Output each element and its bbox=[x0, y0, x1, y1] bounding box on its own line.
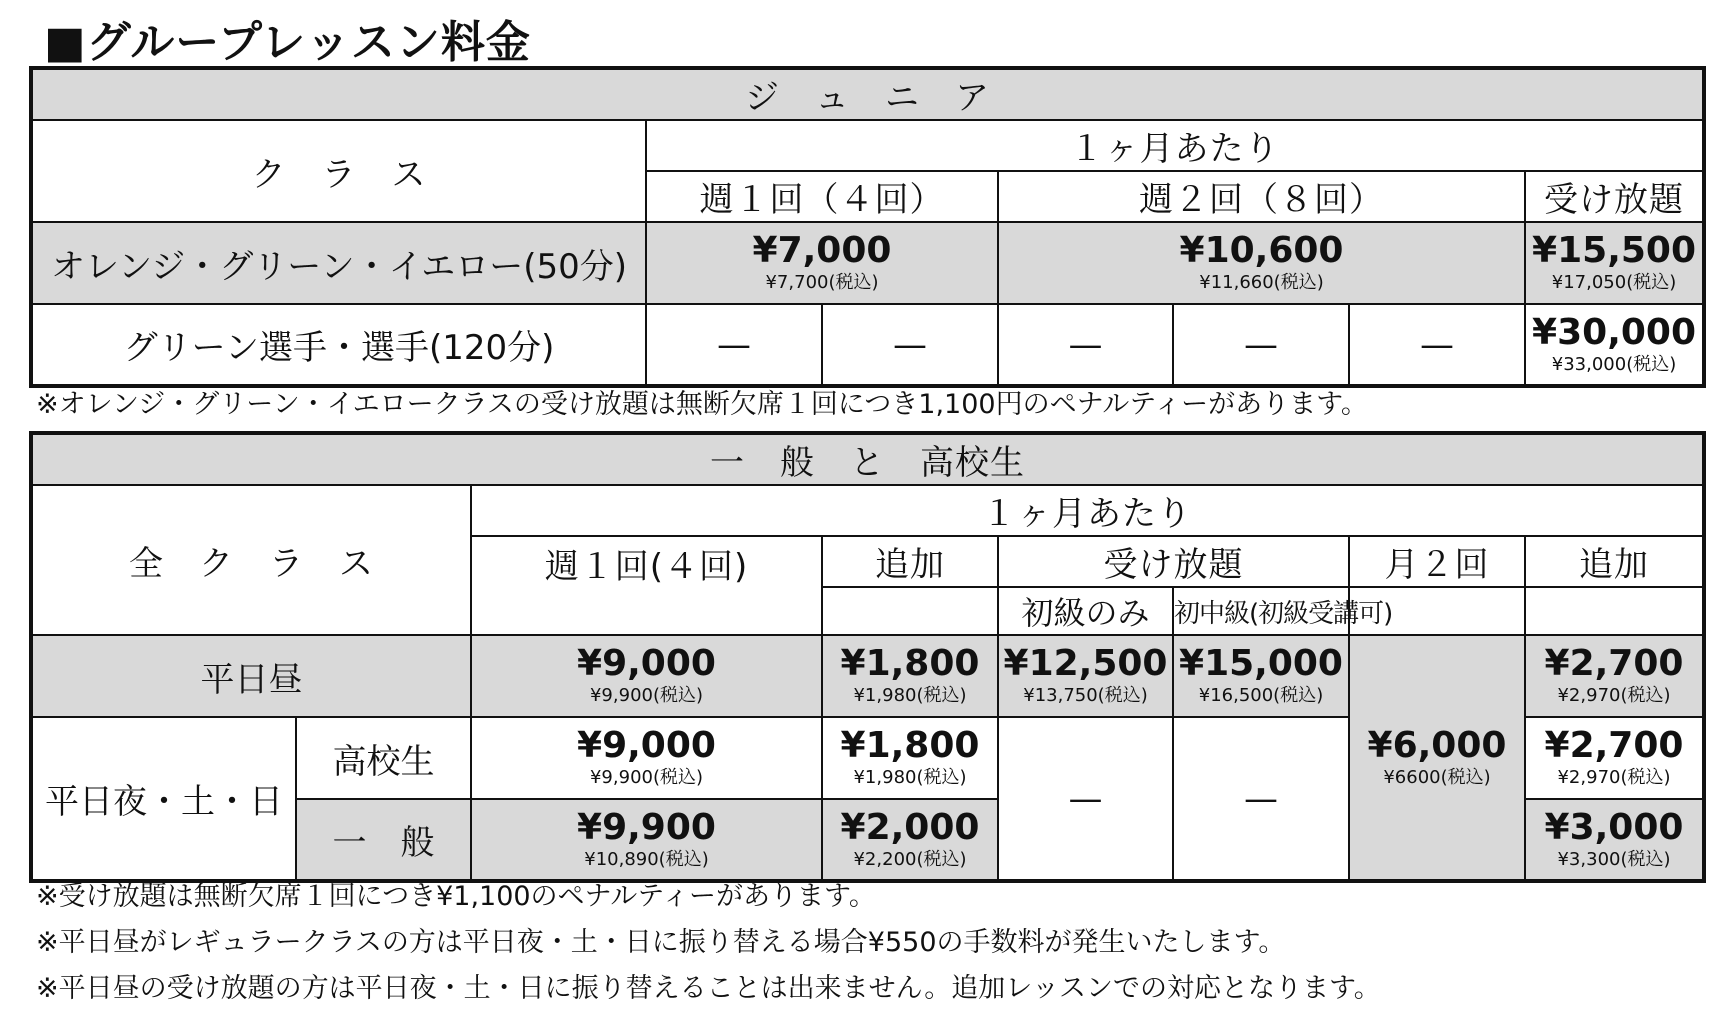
general-price-table bbox=[29, 431, 1706, 883]
junior-unlimited-cell bbox=[1525, 222, 1704, 304]
price-tax: ¥10,890(税込) bbox=[584, 848, 709, 870]
price: ¥10,600 bbox=[1179, 230, 1344, 271]
price: ¥15,000 bbox=[1179, 643, 1343, 684]
junior-per-month: １ヶ月あたり bbox=[646, 120, 1704, 171]
dash-cell: — bbox=[822, 304, 998, 386]
price-tax: ¥2,970(税込) bbox=[1557, 767, 1671, 788]
price: ¥7,000 bbox=[752, 230, 892, 271]
price: ¥3,000 bbox=[1544, 806, 1684, 848]
dash-cell: — bbox=[1349, 304, 1525, 386]
dash-cell: — bbox=[998, 717, 1173, 881]
dash-cell: — bbox=[1173, 717, 1349, 881]
empty-cell bbox=[1525, 587, 1704, 635]
dash-cell: — bbox=[646, 304, 822, 386]
junior-col-unlimited: 受け放題 bbox=[1525, 171, 1704, 222]
general-class-label: 全 ク ラ ス bbox=[31, 485, 471, 635]
price: ¥9,000 bbox=[577, 643, 716, 684]
price-tax: ¥9,900(税込) bbox=[589, 767, 704, 788]
price-tax: ¥16,500(税込) bbox=[1198, 685, 1324, 706]
adult-week1-cell bbox=[471, 799, 822, 881]
page-title: ■グループレッスン料金 bbox=[44, 17, 531, 68]
general-col-add: 追加 bbox=[822, 536, 998, 587]
empty-cell bbox=[822, 587, 998, 635]
dash-cell: — bbox=[1173, 304, 1349, 386]
junior-header: ジ ュ ニ ア bbox=[31, 68, 1704, 120]
price-tax: ¥13,750(税込) bbox=[1023, 685, 1148, 706]
weekday-day-beginner-cell bbox=[998, 635, 1173, 717]
price: ¥9,000 bbox=[577, 725, 716, 766]
price: ¥9,900 bbox=[577, 806, 716, 848]
weekday-day-intermediate-cell bbox=[1173, 635, 1349, 717]
evening-weekend-label: 平日夜・土・日 bbox=[31, 717, 296, 881]
junior-col-week1: 週１回（４回） bbox=[646, 171, 998, 222]
price-tax: ¥9,900(税込) bbox=[589, 685, 704, 706]
general-col-add2: 追加 bbox=[1525, 536, 1704, 587]
price-tax: ¥11,660(税込) bbox=[1199, 272, 1324, 293]
price-tax: ¥6600(税込) bbox=[1383, 766, 1491, 788]
dash-cell: — bbox=[998, 304, 1173, 386]
general-col-week1: 週１回(４回) bbox=[471, 536, 822, 635]
price-tax: ¥33,000(税込) bbox=[1551, 353, 1677, 375]
note-transfer-fee: ※平日昼がレギュラークラスの方は平日夜・土・日に振り替える場合¥550の手数料が発生いたします。 bbox=[36, 927, 1286, 958]
month2-cell bbox=[1349, 635, 1525, 881]
price-tax: ¥2,970(税込) bbox=[1557, 685, 1671, 706]
general-col-beginner: 初級のみ bbox=[998, 587, 1173, 635]
junior-week2-cell bbox=[998, 222, 1525, 304]
general-col-unlimited: 受け放題 bbox=[998, 536, 1349, 587]
adult-add2-cell bbox=[1525, 799, 1704, 881]
junior-week1-cell bbox=[646, 222, 998, 304]
price: ¥30,000 bbox=[1532, 311, 1697, 353]
price: ¥2,700 bbox=[1544, 643, 1684, 684]
price: ¥2,700 bbox=[1544, 725, 1684, 766]
price-tax: ¥7,700(税込) bbox=[765, 272, 879, 293]
price: ¥15,500 bbox=[1532, 230, 1697, 271]
junior-row-orange bbox=[31, 222, 1704, 304]
weekday-day-week1-cell bbox=[471, 635, 822, 717]
general-row-weekday-day bbox=[31, 635, 1704, 717]
general-per-month: １ヶ月あたり bbox=[471, 485, 1704, 536]
junior-col-week2: 週２回（８回） bbox=[998, 171, 1525, 222]
weekday-day-label: 平日昼 bbox=[31, 635, 471, 717]
price-tax: ¥3,300(税込) bbox=[1557, 848, 1671, 870]
junior-note: ※オレンジ・グリーン・イエロークラスの受け放題は無断欠席１回につき1,100円のペナルティーがあります。 bbox=[36, 389, 1368, 420]
junior-green-unlimited-cell bbox=[1525, 304, 1704, 386]
highschool-add2-cell bbox=[1525, 717, 1704, 799]
general-header: 一 般 と 高校生 bbox=[31, 433, 1704, 485]
junior-row-green-name: グリーン選手・選手(120分) bbox=[31, 304, 646, 386]
price-tax: ¥17,050(税込) bbox=[1551, 272, 1677, 293]
junior-row-orange-name: オレンジ・グリーン・イエロー(50分) bbox=[31, 222, 646, 304]
junior-price-table bbox=[29, 66, 1706, 388]
highschool-add-cell bbox=[822, 717, 998, 799]
junior-class-label: ク ラ ス bbox=[31, 120, 646, 222]
highschool-label: 高校生 bbox=[296, 717, 471, 799]
price: ¥2,000 bbox=[840, 806, 980, 848]
weekday-day-add2-cell bbox=[1525, 635, 1704, 717]
general-col-intermediate: 初中級(初級受講可) bbox=[1173, 587, 1349, 635]
price: ¥1,800 bbox=[840, 643, 980, 684]
junior-row-green-athlete bbox=[31, 304, 1704, 386]
highschool-week1-cell bbox=[471, 717, 822, 799]
price-tax: ¥1,980(税込) bbox=[853, 767, 967, 788]
note-penalty: ※受け放題は無断欠席１回につき¥1,100のペナルティーがあります。 bbox=[36, 881, 876, 912]
price: ¥1,800 bbox=[840, 725, 980, 766]
price: ¥12,500 bbox=[1003, 643, 1168, 684]
weekday-day-add-cell bbox=[822, 635, 998, 717]
price-tax: ¥2,200(税込) bbox=[853, 848, 967, 870]
adult-label: 一 般 bbox=[296, 799, 471, 881]
adult-add-cell bbox=[822, 799, 998, 881]
note-transfer-unlimited: ※平日昼の受け放題の方は平日夜・土・日に振り替えることは出来ません。追加レッスンでの対応となります。 bbox=[36, 973, 1381, 1004]
price: ¥6,000 bbox=[1367, 724, 1507, 766]
price-tax: ¥1,980(税込) bbox=[853, 685, 967, 706]
general-col-month2: 月２回 bbox=[1349, 536, 1525, 587]
